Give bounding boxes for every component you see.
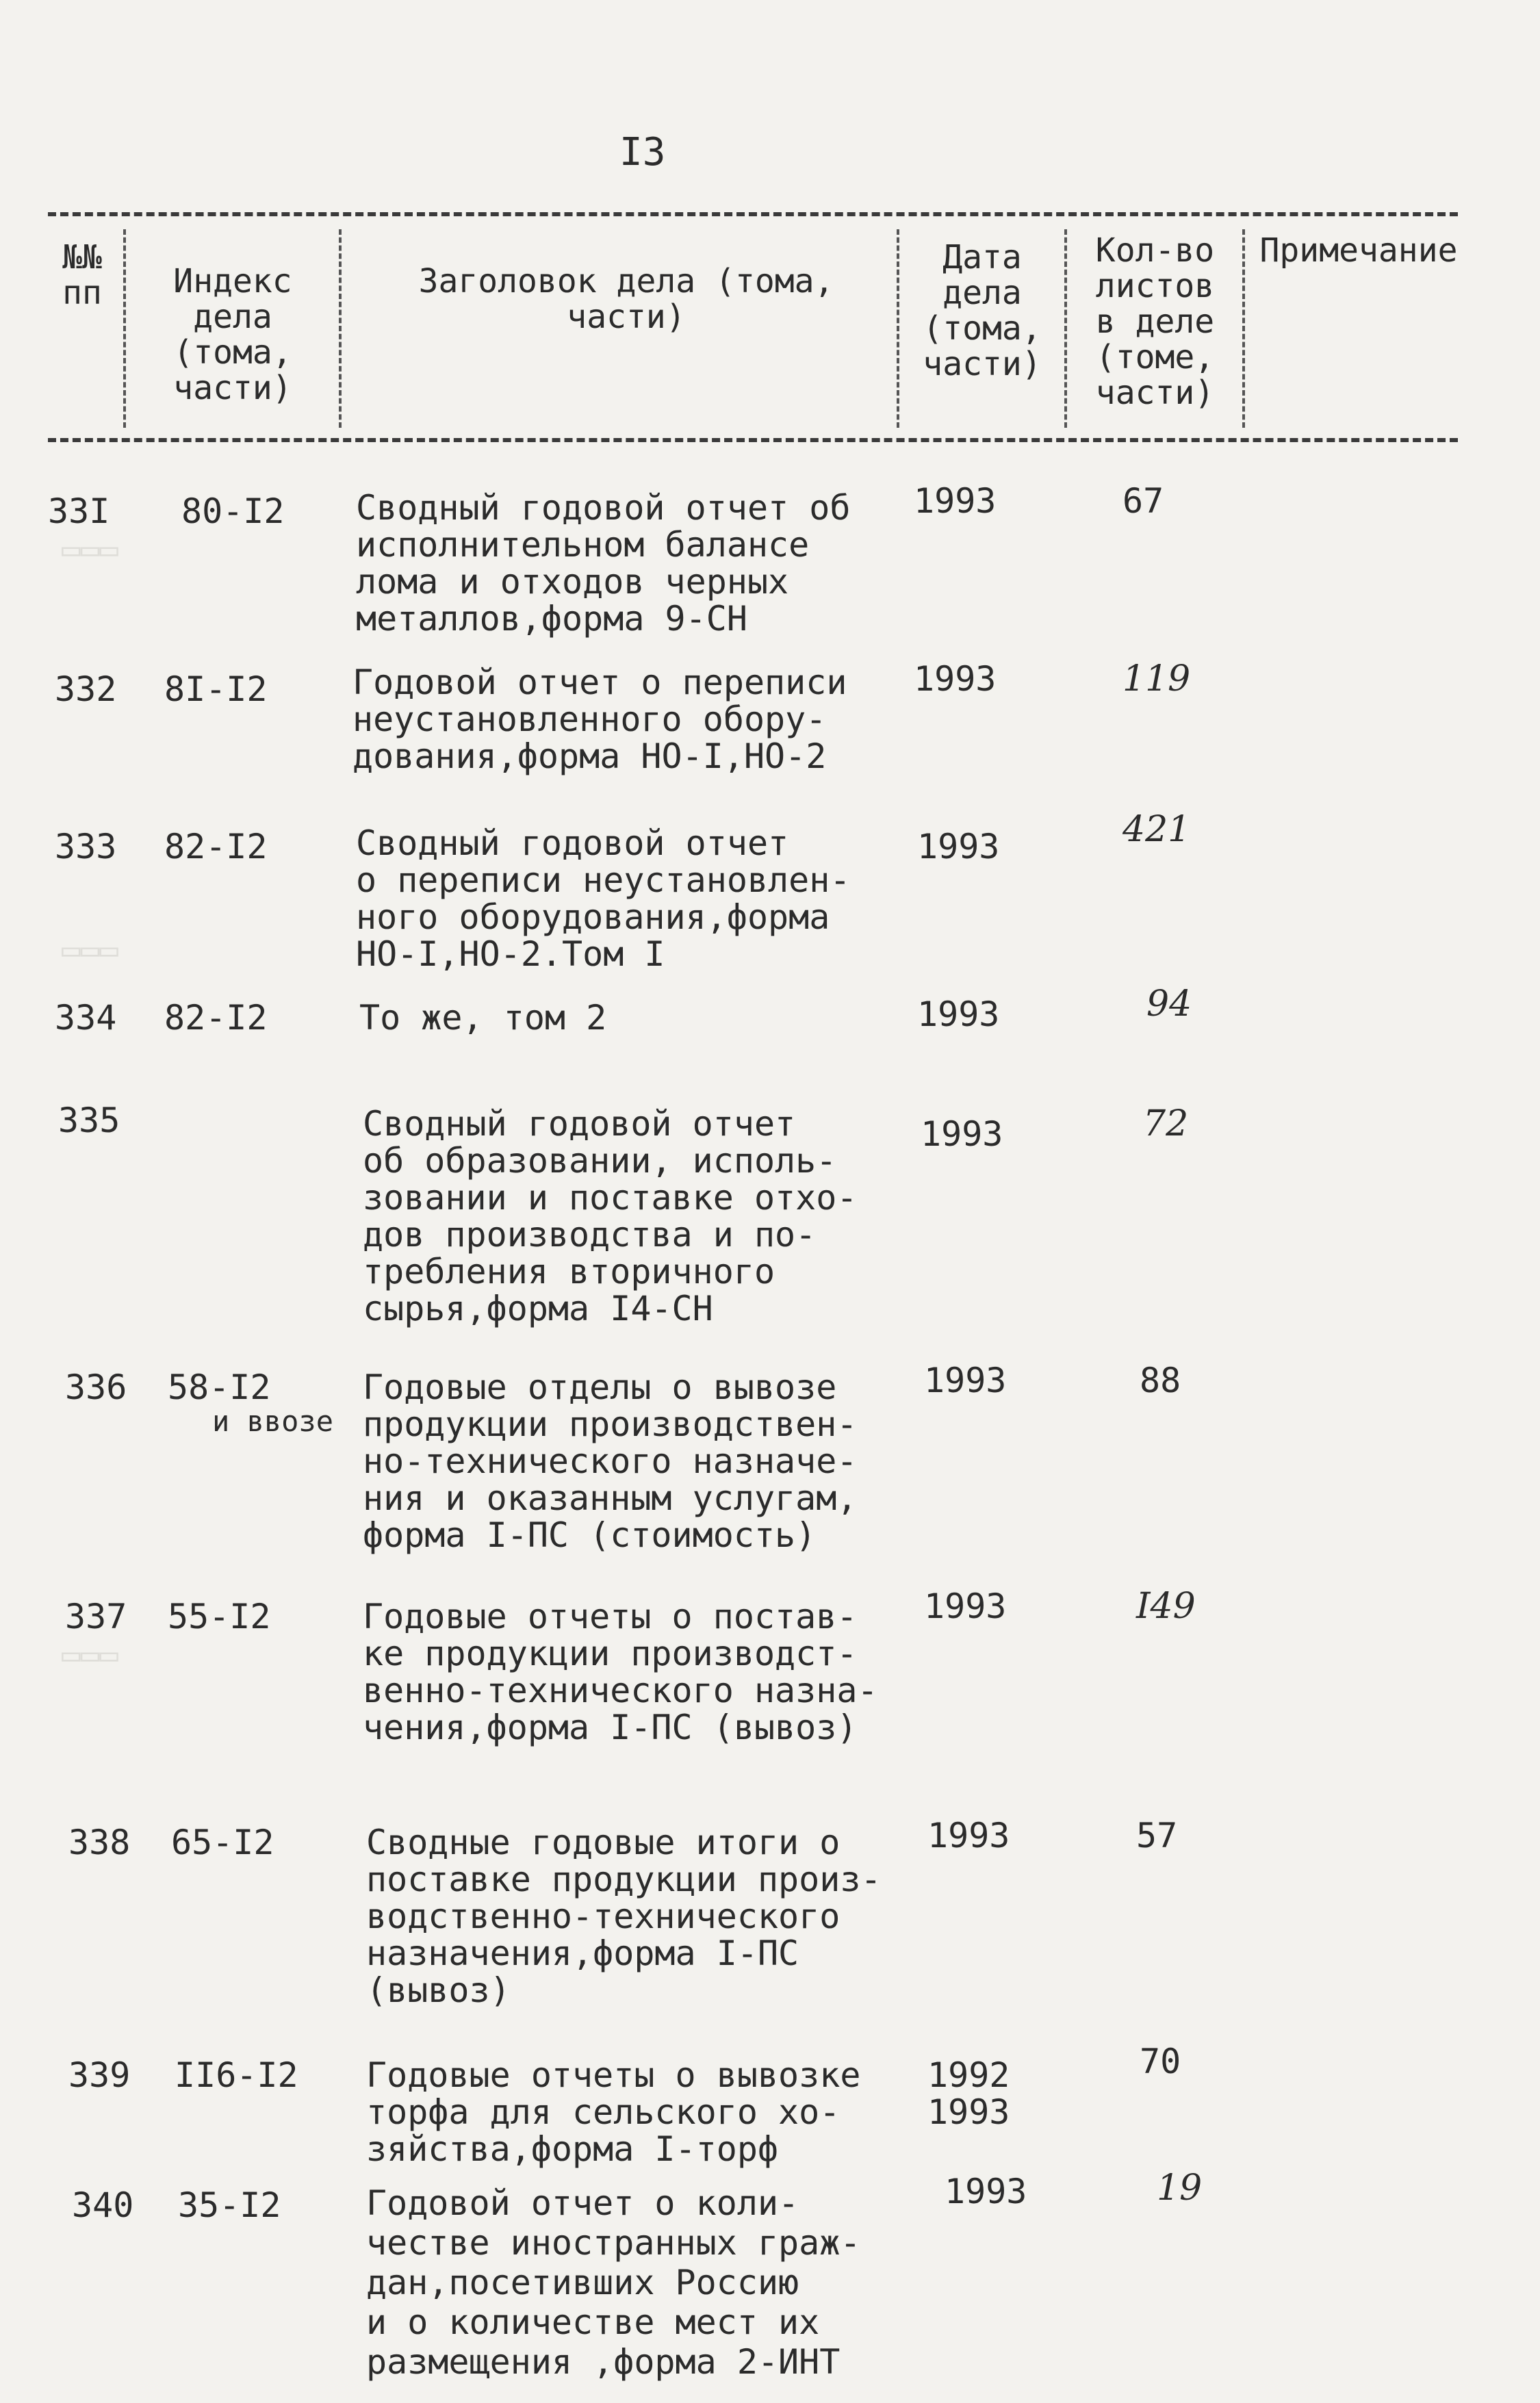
header-col-index: Индекс дела (тома, части) (173, 262, 292, 407)
header-separator (1242, 229, 1245, 428)
row-sheets: 119 (1122, 658, 1191, 699)
row-num: 336 (65, 1367, 127, 1407)
header-col-num: №№ пп (62, 238, 102, 312)
bleed-through-mark: ▭▭▭ (62, 1636, 119, 1673)
row-index: II6-I2 (175, 2055, 298, 2095)
row-title: Сводный годовой отчет об образовании, исполь- зовании и поставке отхо- дов производства и по- требления вторичного сырья,форма I4-СН (363, 1104, 858, 1328)
header-top-rule (48, 212, 1458, 216)
row-num: 333 (55, 827, 117, 866)
row-index: 65-I2 (171, 1823, 274, 1862)
header-separator (897, 229, 899, 428)
row-num: 334 (55, 998, 117, 1038)
row-sheets: 72 (1143, 1103, 1189, 1144)
row-date: 1993 (921, 1114, 1003, 1154)
row-title: Сводный годовой отчет об исполнительном балансе лома и отходов черных металлов,форма 9-СН (356, 488, 851, 639)
header-separator (123, 229, 126, 428)
row-date: 1993 (917, 994, 1000, 1034)
row-title: Годовой отчет о переписи неустановленного обору- дования,форма НО-I,НО-2 (352, 663, 847, 776)
bleed-through-mark: ▭▭▭ (62, 530, 119, 567)
row-index: 82-I2 (164, 827, 268, 866)
row-title: То же, том 2 (359, 998, 607, 1038)
row-sheets: 19 (1157, 2168, 1203, 2209)
row-sheets: 421 (1122, 809, 1191, 850)
header-separator (339, 229, 342, 428)
row-num: 337 (65, 1597, 127, 1636)
page-number: I3 (619, 130, 666, 175)
row-date: 1993 (924, 1586, 1007, 1626)
row-num: 335 (58, 1101, 120, 1140)
row-num: 339 (68, 2055, 131, 2095)
header-bottom-rule (48, 438, 1458, 442)
header-col-title: Заголовок дела (тома, части) (418, 262, 834, 336)
row-date: 1992 1993 (927, 2055, 1010, 2132)
row-date: 1993 (917, 827, 1000, 866)
row-index: 8I-I2 (164, 669, 268, 709)
row-index: 55-I2 (168, 1597, 271, 1636)
row-date: 1993 (945, 2172, 1027, 2211)
row-index: 58-I2 (168, 1367, 271, 1407)
row-sheets: 88 (1140, 1361, 1181, 1400)
row-date: 1993 (914, 481, 997, 521)
row-title: Годовые отчеты о вывозке торфа для сельского хо- зяйства,форма I-торф (366, 2055, 861, 2169)
row-num: 338 (68, 1823, 131, 1862)
row-index: 35-I2 (178, 2185, 281, 2225)
row-sheets: 57 (1136, 1816, 1178, 1855)
bleed-through-mark: ▭▭▭ (62, 931, 119, 968)
row-insert-note: и ввозе (212, 1404, 334, 1438)
header-col-sheets: Кол-во листов в деле (томе, части) (1095, 231, 1215, 412)
row-date: 1993 (927, 1816, 1010, 1855)
row-sheets: 70 (1140, 2042, 1181, 2081)
row-date: 1993 (924, 1361, 1007, 1400)
header-separator (1064, 229, 1067, 428)
row-title: Сводный годовой отчет о переписи неустановлен- ного оборудования,форма НО-I,НО-2.Том I (356, 823, 851, 974)
row-sheets: 94 (1146, 984, 1192, 1025)
row-sheets: I49 (1136, 1586, 1196, 1627)
row-num: 33I (48, 491, 110, 531)
row-index: 82-I2 (164, 998, 268, 1038)
header-col-date: Дата дела (тома, части) (923, 238, 1042, 383)
row-num: 332 (55, 669, 117, 709)
row-num: 340 (72, 2185, 134, 2225)
row-index: 80-I2 (181, 491, 285, 531)
row-title: Годовые отчеты о постав- ке продукции производст- венно-технического назна- чения,форма I-ПС (вывоз) (363, 1597, 878, 1747)
row-title: Годовые отделы о вывозе продукции производствен- но-технического назначе- ния и оказанным услугам, форма I-ПС (стоимость) (363, 1367, 858, 1555)
row-title: Сводные годовые итоги о поставке продукции произ- водственно-технического назначения,форма I-ПС (вывоз) (366, 1823, 882, 2010)
header-col-note: Примечание (1259, 231, 1458, 270)
row-date: 1993 (914, 659, 997, 699)
row-sheets: 67 (1122, 481, 1164, 521)
row-title: Годовой отчет о коли- честве иностранных граж- дан,посетивших Россию и о количестве мест их размещения ,форма 2-ИНТ (366, 2183, 861, 2382)
